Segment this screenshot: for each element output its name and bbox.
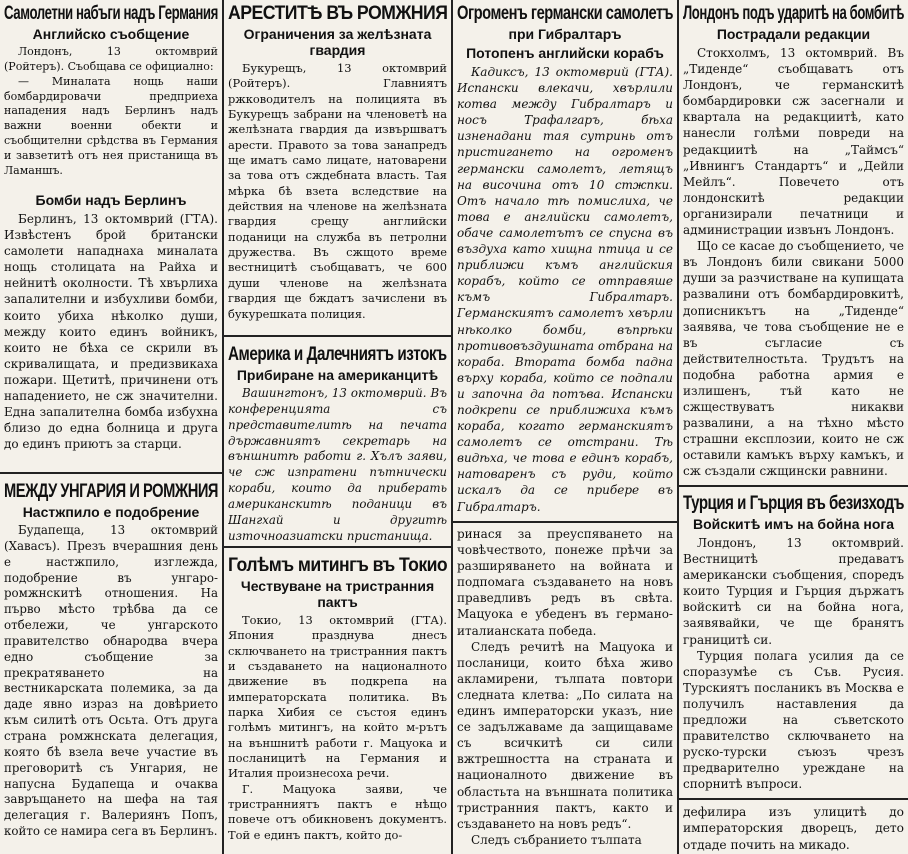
headline: Лондонъ подъ ударитѣ на бомбитѣ — [683, 4, 904, 24]
rule-col2-b — [224, 546, 451, 548]
headline-line-2: при Гибралтаръ — [508, 26, 622, 42]
article-tokyo-continued — [457, 526, 673, 850]
rule-col1 — [0, 472, 222, 474]
subheadline: Настжпило е подобрение — [22, 504, 200, 520]
paragraph: Стокхолмъ, 13 октомврий. Въ „Тиденде“ съобщаватъ отъ Лондонъ, че германскитѣ бомбардировки сж засегнали и квартала на редакциитѣ, като нанесли голѣми повреди на редакциитѣ на „Таймсъ“ „Ивнингъ Стандартъ“ и „Дейли Мейлъ“. Повечето отъ лондонскитѣ редакции организирали печатници и администрации извънъ Лондонъ. — [683, 46, 904, 238]
subheadline: Потопенъ английски корабъ — [466, 45, 664, 61]
headline: Америка и Далечниятъ изтокъ — [228, 345, 447, 365]
rule-col2-a — [224, 335, 451, 337]
headline: МЕЖДУ УНГАРИЯ И РОМЖНИЯ — [4, 482, 218, 502]
rule-col4-b — [679, 798, 908, 800]
headline: Самолетни набъги надъ Германия — [4, 4, 218, 24]
article-america-far-east — [228, 345, 447, 543]
subheadline: Прибиране на американцитѣ — [236, 367, 439, 383]
article-arrests-romania — [228, 4, 447, 331]
article-raids-germany — [4, 4, 218, 179]
headline: Огроменъ германски самолетъ — [457, 4, 673, 24]
paragraph: Г. Мацуока заяви, че тристранниятъ пактъ е нѣщо повече отъ обикновенъ документъ. Той е единъ пактъ, който до- — [228, 781, 447, 842]
paragraph: Вашингтонъ, 13 октомврий. Въ конференцията съ представителитѣ на печата държавниятъ секретарь на външнитѣ работи г. Хълъ заяви, че сж изпратени пътнически кораби, които да приберать американскитѣ поданици въ Шангхай и другитѣ източноазиатски пристанища. — [228, 386, 447, 543]
subheadline: Войскитѣ имъ на бойна нога — [692, 516, 894, 532]
subheadline: Английско съобщение — [32, 26, 190, 42]
paragraph: Лондонъ, 13 октомврий. Вестницитѣ предаватъ американски съобщения, споредъ които Турция и Гърция държатъ войскитѣ си на бойна нога, заявявайки, че ще бранятъ границитѣ си. — [683, 536, 904, 647]
paragraph: Берлинъ, 13 октомврий (ГТА). Извѣстенъ брой британски самолети нападнаха миналата нощь столицата на Райха и нейнитѣ околности. Тѣ хвърлиха запалителни и избухливи бомби, които убиха нѣколко души, между които единъ войникъ, които не бѣха се скрили въ скривалищата, и предизвикаха пожари. Щетитѣ, причинени отъ нападението, не сж значителни. Една запалителна бомба избухна близо до една болница и друга до единъ приютъ за старци. — [4, 212, 218, 452]
paragraph: Букурещъ, 13 октомврий (Ройтеръ). Главниятъ ржководителъ на полицията въ Букурещъ забрани на членоветѣ на желѣзната гвардия да извършватъ арести. Правото за това занапредъ ще иматъ само лицате, натоварени за това отъ сждебната власть. Тая мѣрка бѣ взета вследствие на действия на членове на желѣзната гвардия срещу английски поданици на служба въ петролни дружества. Въ сжщото време вестницитѣ съобщаватъ, че 600 души членове на желѣзната гвардия ще бждатъ зачислени въ букурешката полиция. — [228, 61, 447, 321]
column-rule-1 — [222, 0, 224, 854]
paragraph: Следъ речитѣ на Мацуока и посланици, които бѣха живо акламирени, тълпата повтори следната клетва: „По силата на единъ императорски указъ, ние се задължаваме да защищаваме съ всичкитѣ си сили вжтрешността на страната и националното движение въ областьта на външната политика тристранния пактъ, както и създаването на новъ редъ“. — [457, 639, 673, 831]
paragraph: Кадиксъ, 13 октомврий (ГТА). Испански влекачи, хвърлили котва между Гибралтаръ и носъ Трафалгаръ, бѣха изненадани тая сутринь отъ пристигането на огроменъ германски самолетъ, летящъ на височина отъ 10 стжпки. Отъ начало тѣ помислиха, че това е английски самолетъ, обаче самолетътъ се спусна въ въздуха като хищна птица и се приближи къмъ английския корабъ, който се отправяше къмъ Гибралтаръ. Германскиятъ самолетъ хвърли нѣколко бомби, въпрѣки противовъздушната отбрана на кораба. Втората бомба падна върху кораба, който се подпали и започна да потъва. Испански подкрепи се приближиха къмъ кораба, когато германскиятъ самолетъ се отстрани. Тѣ видѣха, че това е единъ корабъ, натоваренъ съ руди, който искалъ да се прибере въ Гибралтаръ. — [457, 65, 673, 514]
headline: Голѣмъ митингъ въ Токио — [228, 556, 447, 576]
paragraph: Следъ събранието тълпата — [471, 832, 642, 847]
article-hungary-romania — [4, 482, 218, 850]
subheadline: Чествуване на тристранния пактъ — [240, 578, 435, 610]
article-turkey-greece — [683, 494, 904, 794]
subheadline: Бомби надъ Берлинъ — [35, 192, 187, 208]
paragraph: — Миналата нощь наши бомбардировачи предприеха нападения надъ Берлинъ надъ важни военни обекти и съобщителни срѣдства въ Германия и завзетитѣ отъ нея пристанища въ Ламаншъ. — [4, 74, 218, 177]
subheadline: Ограничения за желѣзната гвардия — [243, 26, 432, 58]
paragraph: Будапеща, 13 октомврий (Хавасъ). Презъ вчерашния день е настжпило, изглежда, подобрение въ унгаро-ромжнскитѣ отношения. На първо мѣсто трѣбва да се отбележи, че унгарското правителство обнародва вчера едно съобщение за прекратяването на вестникарската полемика, за да даде явно израз на довѣрието към силитѣ отъ Осьта. Отъ друга страна ромжнската делегация, която бѣ взела вече участие въ преговоритѣ съ Унгария, не напусна Будапеща и очаква завръщането на шефа на тая делегация г. Валериянъ Попъ, който се намира сега въ Берлинъ. — [4, 523, 218, 839]
paragraph: Лондонъ, 13 октомврий (Ройтеръ). Съобщава се официално: — [4, 45, 218, 73]
rule-col3 — [453, 521, 677, 523]
paragraph: Токио, 13 октомврий (ГТА). Япония празднува днесъ сключването на тристранния пактъ и създаването на националното движение въ подкрепа на императорската политика. Въ парка Хибия се състоя единъ голѣмъ митингъ, на който м-рътъ на външнитѣ работи г. Мацуока и посланицитѣ на Германия и Италия произнесоха речи. — [228, 613, 447, 781]
headline: АРЕСТИТѢ ВЪ РОМЖНИЯ — [228, 4, 447, 24]
rule-col4-a — [679, 485, 908, 487]
paragraph: ринася за преуспяването на човѣчеството, понеже прѣчи за разширяването на войната и подпомага създаването на новъ праведливъ редъ въ свѣта. Мацуока е убеденъ въ германо-италианската победа. — [457, 527, 673, 638]
article-tokyo-meeting — [228, 556, 447, 850]
article-london-bombs — [683, 4, 904, 482]
headline: Турция и Гърция въ безизходъ — [683, 494, 904, 514]
article-german-plane-gibraltar — [457, 4, 673, 518]
subheadline: Пострадали редакции — [716, 26, 871, 42]
article-bombs-berlin — [4, 190, 218, 468]
paragraph: дефилира изъ улицитѣ до императорския дворецъ, дето отдаде почить на микадо. — [683, 805, 904, 852]
column-rule-2 — [451, 0, 453, 854]
paragraph: Турция полага усилия да се споразумѣе съ Съв. Русия. Турскиятъ посланикъ въ Москва е получилъ наставления да предложи на съветското правителство сключването на руско-турски съюзъ чрезъ предварително уреждане на спорнитѣ въпроси. — [683, 648, 904, 792]
article-tokyo-end — [683, 804, 904, 852]
column-rule-3 — [677, 0, 679, 854]
paragraph: Що се касае до съобщението, че въ Лондонъ били свикани 5000 души за разчистване на купищата развалини отъ бомбардировкитѣ, дописникътъ на „Тиденде“ заявява, че това съобщение не е въ съгласие съ действителностьта. Трудътъ на подобна работна армия е излишенъ, тъй като не сжществуватъ никакви развалини, а на тѣхно мѣсто страшни експлозии, които не сж оставили камъкъ върху камъкъ, и сж създали сжщински равнини. — [683, 239, 904, 479]
